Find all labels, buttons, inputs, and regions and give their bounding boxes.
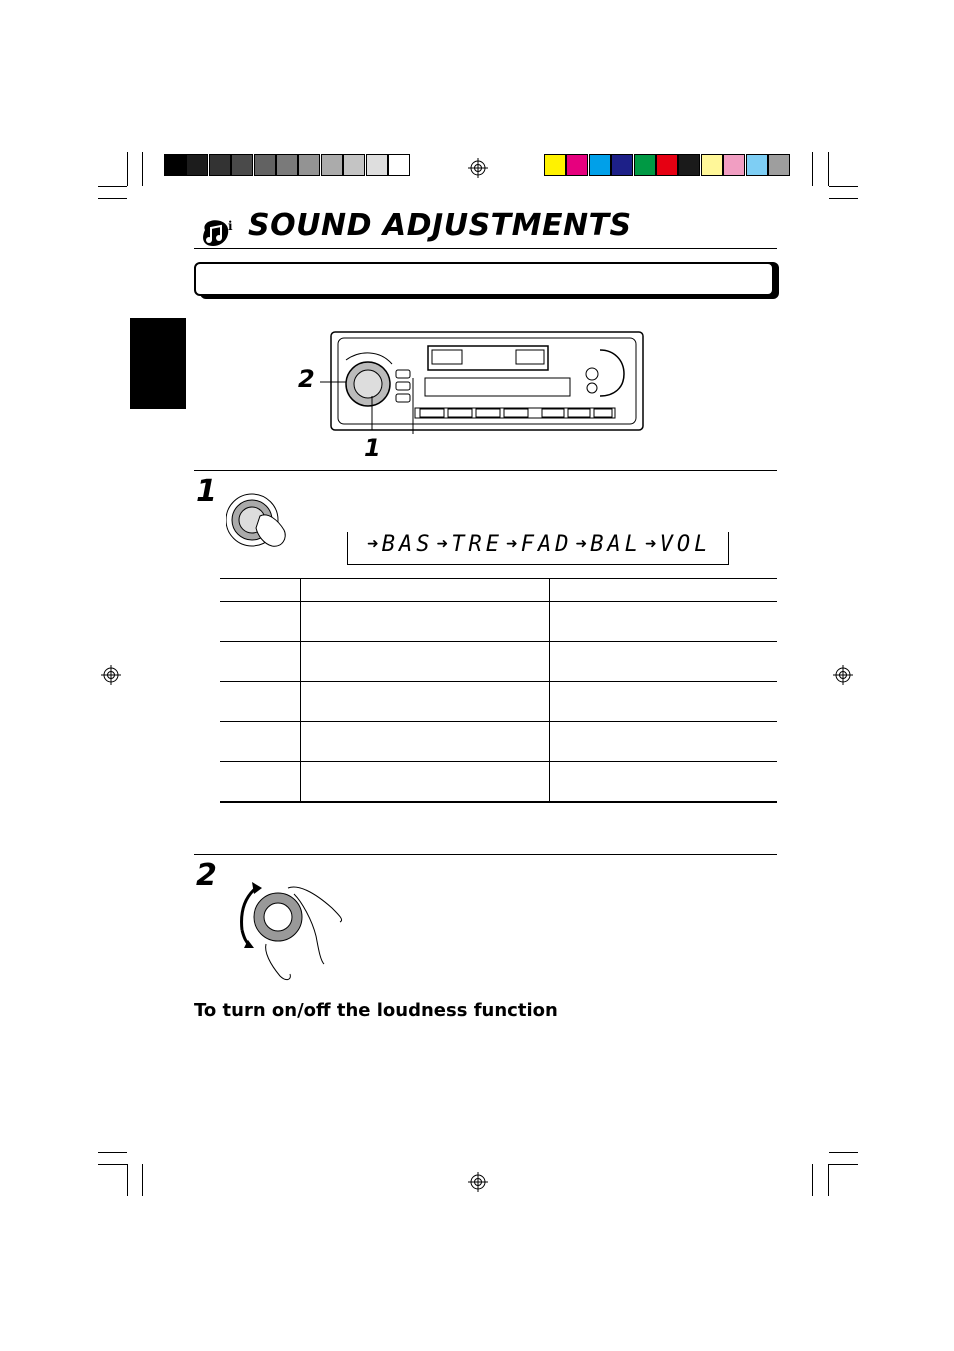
calibration-swatch [231,154,253,176]
calibration-swatch [589,154,611,176]
step-divider [194,854,777,855]
registration-target-icon [468,158,488,178]
arrow-icon: ➜ [575,536,588,552]
calibration-swatch [298,154,320,176]
step-number: 1 [196,474,217,509]
car-stereo-diagram [280,330,650,465]
crop-mark [812,1164,813,1196]
calibration-swatch [276,154,298,176]
arrow-icon: ➜ [367,536,379,552]
crop-mark [98,1164,127,1165]
calibration-swatch [634,154,656,176]
music-note-info-icon [197,212,237,248]
title-rule [194,248,777,249]
section-heading: To turn on/off the loudness function [194,1000,558,1021]
adjustment-table [220,578,777,803]
svg-text:i: i [228,219,233,233]
crop-mark [829,1152,858,1153]
turn-knob-icon [236,880,348,984]
table-row [220,602,777,642]
crop-mark [127,152,128,186]
crop-mark [127,1164,128,1196]
calibration-swatch [366,154,388,176]
arrow-icon: ➜ [644,536,657,552]
callout-number: 2 [298,365,315,393]
calibration-swatch [611,154,633,176]
calibration-swatch [678,154,700,176]
calibration-swatch [746,154,768,176]
section-header-box [194,262,774,296]
crop-mark [98,186,127,187]
table-row [220,722,777,762]
calibration-swatch [544,154,566,176]
table-row [220,642,777,682]
arrow-icon: ➜ [505,536,518,552]
mode-label: FAD [520,531,573,557]
page-title: SOUND ADJUSTMENTS [248,208,632,243]
registration-target-icon [833,665,853,685]
crop-mark [98,1152,127,1153]
mode-label: BAS [381,531,434,557]
crop-mark [829,1164,858,1165]
table-row [220,762,777,803]
mode-label: VOL [659,531,712,557]
crop-mark [828,152,829,186]
crop-mark [828,1164,829,1196]
mode-label: TRE [451,531,503,557]
table-header-row [220,579,777,602]
press-knob-icon [226,490,296,552]
calibration-swatch [186,154,208,176]
calibration-swatch [254,154,276,176]
mode-sequence [360,530,715,558]
registration-target-icon [468,1172,488,1192]
calibration-swatch [388,154,410,176]
calibration-swatch [723,154,745,176]
table-row [220,682,777,722]
calibration-swatch [701,154,723,176]
language-tab [130,318,186,409]
calibration-swatch [566,154,588,176]
crop-mark [142,152,143,186]
step-number: 2 [196,858,217,893]
step-divider [194,470,777,471]
calibration-swatch [768,154,790,176]
calibration-swatch [209,154,231,176]
crop-mark [98,198,127,199]
calibration-swatch [321,154,343,176]
arrow-icon: ➜ [436,536,449,552]
crop-mark [812,152,813,186]
crop-mark [829,186,858,187]
registration-target-icon [101,665,121,685]
calibration-swatch [656,154,678,176]
calibration-swatch [164,154,186,176]
callout-number: 1 [364,434,381,462]
crop-mark [142,1164,143,1196]
crop-mark [829,198,858,199]
calibration-swatch [343,154,365,176]
mode-label: BAL [590,531,642,557]
